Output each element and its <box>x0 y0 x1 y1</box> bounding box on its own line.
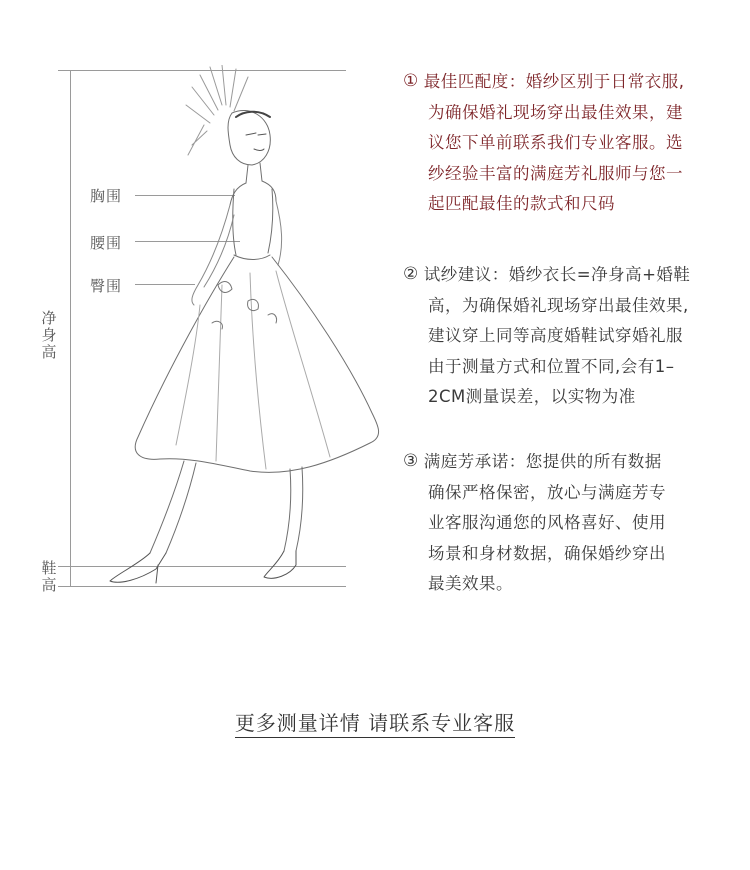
waist-label: 腰围 <box>90 234 123 252</box>
note-3-line-4: 场景和身材数据，确保婚纱穿出 <box>428 543 666 563</box>
note-promise <box>403 447 703 600</box>
note-2-line-2: 高，为确保婚礼现场穿出最佳效果, <box>428 295 689 315</box>
note-number-2: ② <box>403 264 419 284</box>
note-3-line-1: 满庭芳承诺：您提供的所有数据 <box>423 452 662 471</box>
note-fitting-advice <box>403 260 703 413</box>
note-number-1: ① <box>403 71 419 91</box>
shoe-height-label: 鞋高 <box>41 559 57 594</box>
contact-service-link-wrap <box>0 707 750 736</box>
note-2-line-1: 试纱建议：婚纱衣长=净身高+婚鞋 <box>423 265 691 284</box>
note-1-line-3: 议您下单前联系我们专业客服。选 <box>428 133 683 152</box>
note-2-line-5: 2CM测量误差，以实物为准 <box>428 387 636 406</box>
note-number-3: ③ <box>403 451 419 471</box>
net-height-label: 净身高 <box>41 309 57 361</box>
chest-label: 胸围 <box>90 187 123 205</box>
note-2-line-4: 由于测量方式和位置不同,会有1– <box>428 356 675 376</box>
note-3-line-2: 确保严格保密，放心与满庭芳专 <box>428 482 666 502</box>
note-1-line-2: 为确保婚礼现场穿出最佳效果，建 <box>428 102 683 122</box>
contact-service-link[interactable]: 更多测量详情 请联系专业客服 <box>235 711 515 738</box>
bride-sketch-illustration <box>100 65 390 590</box>
note-1-line-1: 最佳匹配度：婚纱区别于日常衣服, <box>423 72 685 91</box>
note-3-line-5: 最美效果。 <box>428 574 513 593</box>
hip-label: 臀围 <box>90 277 123 295</box>
note-best-fit <box>403 67 703 220</box>
note-2-line-3: 建议穿上同等高度婚鞋试穿婚礼服 <box>428 326 683 345</box>
note-1-line-5: 起匹配最佳的款式和尺码 <box>428 194 615 213</box>
height-axis-line <box>70 70 71 587</box>
note-1-line-4: 纱经验丰富的满庭芳礼服师与您一 <box>428 163 683 183</box>
note-3-line-3: 业客服沟通您的风格喜好、使用 <box>428 513 666 532</box>
